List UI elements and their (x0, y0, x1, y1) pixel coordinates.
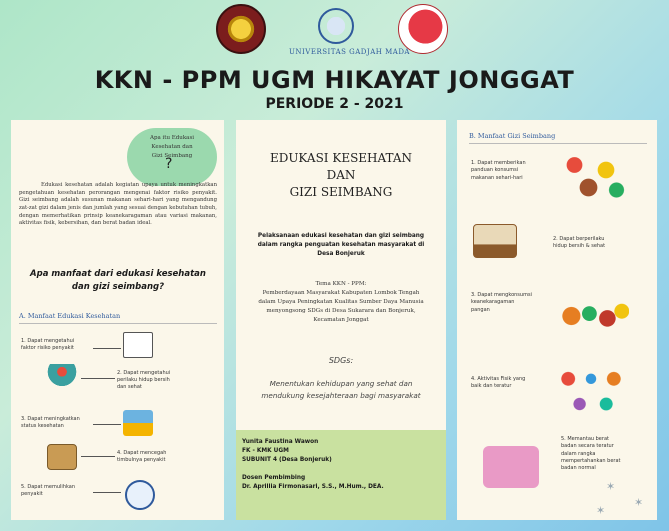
scale-icon (483, 446, 539, 488)
left-panel (11, 120, 224, 520)
edu-benefit-1: 1. Dapat mengetahui faktor risiko penyakit (21, 338, 75, 351)
cleaning-icon (473, 224, 517, 258)
sdgs-text: Menentukan kehidupan yang sehat dan mendukung kesejahteraan bagi masyarakat (261, 379, 421, 400)
page-title: KKN - PPM UGM HIKAYAT JONGGAT (94, 66, 575, 94)
vegetables-icon (557, 292, 629, 340)
gizi-benefit-4: 4. Aktivitas Fisik yang baik dan teratur (471, 376, 526, 390)
edu-benefit-3: 3. Dapat meningkatkan status kesehatan (21, 416, 80, 429)
question-mark: ? (165, 156, 173, 172)
documents-icon (123, 410, 153, 436)
edu-benefit-2: 2. Dapat mengetahui perilaku hidup bersih dan sehat (117, 370, 171, 390)
sport-icon (553, 362, 629, 418)
connector-line (93, 348, 121, 349)
definition-paragraph: Edukasi kesehatan adalah kegiatan upaya untuk meningkatkan pengetahuan kesehatan perorangan mengenai faktor risiko penyakit. Gizi seimbang adalah susunan makanan sehari-hari yang mengandung zat-zat gizi dalam jenis dan jumlah yang sesuai dengan kebutuhan tubuh, dengan memerhatikan prinsip keanekaragaman atau variasi makanan, aktivitas fisik, kebersihan, dan berat badan ideal. (19, 182, 217, 227)
section-a-divider (19, 323, 217, 324)
gizi-benefit-2: 2. Dapat berperilaku hidup bersih & sehat (553, 236, 606, 250)
connector-line (81, 378, 115, 379)
shield-box-icon (47, 444, 77, 470)
kkn-team-logo (398, 4, 448, 54)
kkn-theme: Tema KKN - PPM: Pemberdayaan Masyarakat Kabupaten Lombok Tengah dalam Upaya Peningkatan Kualitas Sumber Daya Manusia menyongsong SDGs di Desa Sukarara dan Bonjeruk, Kecamatan Jonggat (258, 281, 424, 323)
book-icon (123, 332, 153, 358)
bubble-text: Apa itu Edukasi Kesehatan dan Gizi Seimbang (149, 135, 195, 159)
gizi-benefit-3: 3. Dapat mengkonsumsi keanekaragaman pangan (471, 292, 532, 313)
section-b-divider (469, 143, 647, 144)
university-name: UNIVERSITAS GADJAH MADA (289, 48, 410, 56)
sdgs-title: SDGs: (328, 356, 354, 365)
university-seal-logo (216, 4, 266, 54)
center-subtitle: Pelaksanaan edukasi kesehatan dan gizi seimbang dalam rangka penguatan kesehatan masyarakat di Desa Bonjeruk (257, 233, 425, 257)
section-a-heading: A. Manfaat Edukasi Kesehatan (19, 312, 121, 320)
section-b-heading: B. Manfaat Gizi Seimbang (469, 132, 556, 140)
right-panel (457, 120, 657, 520)
gizi-benefit-5: 5. Memantau berat badan secara teratur dalam rangka mempertahankan berat badan normal (561, 436, 621, 471)
center-panel (236, 120, 446, 430)
edu-benefit-5: 5. Dapat memulihkan penyakit (21, 484, 76, 497)
edu-benefit-4: 4. Dapat mencegah timbulnya penyakit (117, 450, 167, 463)
benefit-question: Apa manfaat dari edukasi kesehatan dan gizi seimbang? (30, 269, 206, 292)
decorative-star-icon: ✶ (606, 480, 616, 493)
center-title: EDUKASI KESEHATAN DAN GIZI SEIMBANG (269, 151, 413, 199)
decorative-star-icon: ✶ (596, 504, 606, 517)
connector-line (93, 492, 121, 493)
health-circle-icon (125, 480, 155, 510)
person-icon (47, 364, 77, 390)
food-icon (557, 150, 627, 200)
connector-line (81, 456, 115, 457)
period-subtitle: PERIODE 2 - 2021 (265, 96, 404, 112)
decorative-star-icon: ✶ (634, 496, 644, 509)
gizi-benefit-1: 1. Dapat memberikan panduan konsumsi makanan sehari-hari (471, 160, 526, 181)
ugm-logo (318, 8, 354, 44)
connector-line (93, 424, 121, 425)
credits-box (236, 430, 446, 520)
credits-text: Yunita Faustina Wawon FK - KMK UGM SUBUNIT 4 (Desa Bonjeruk) Dosen Pembimbing Dr. Aprillia Firmonasari, S.S., M.Hum., DEA. (242, 439, 384, 490)
